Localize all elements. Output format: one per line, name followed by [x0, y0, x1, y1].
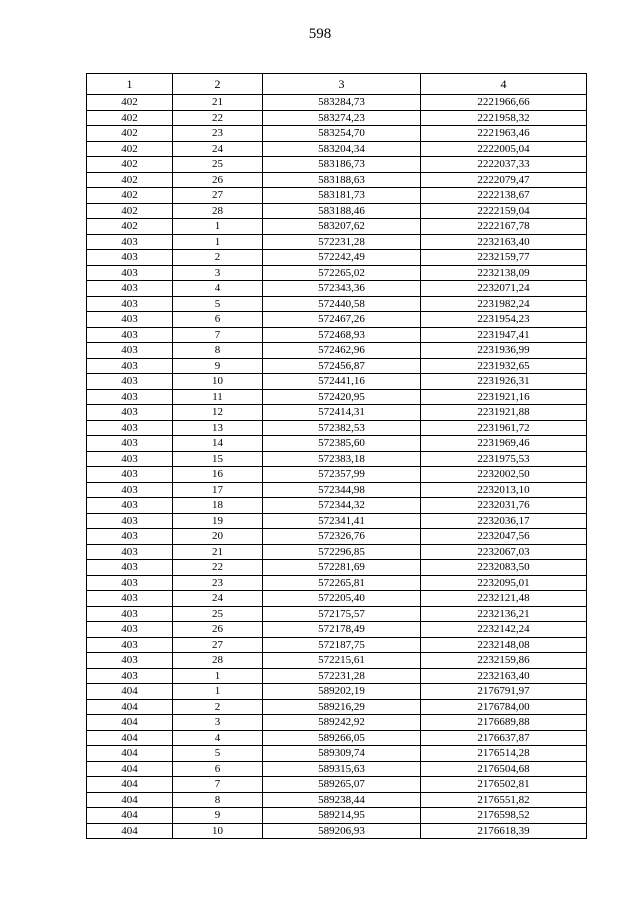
table-cell: 403 — [87, 234, 173, 250]
table-row — [87, 157, 587, 173]
table-cell: 2232163,40 — [421, 234, 587, 250]
table-row — [87, 513, 587, 529]
table-row — [87, 622, 587, 638]
table-row — [87, 746, 587, 762]
table-row — [87, 730, 587, 746]
table-cell: 402 — [87, 110, 173, 126]
table-cell: 572281,69 — [263, 560, 421, 576]
table-cell: 7 — [173, 777, 263, 793]
table-cell: 2231969,46 — [421, 436, 587, 452]
table-cell: 589309,74 — [263, 746, 421, 762]
table-cell: 2231975,53 — [421, 451, 587, 467]
table-cell: 403 — [87, 637, 173, 653]
table-cell: 572205,40 — [263, 591, 421, 607]
table-cell: 3 — [173, 265, 263, 281]
table-cell: 4 — [173, 281, 263, 297]
table-cell: 9 — [173, 808, 263, 824]
table-row — [87, 761, 587, 777]
table-row — [87, 792, 587, 808]
table-cell: 2231936,99 — [421, 343, 587, 359]
table-row — [87, 529, 587, 545]
table-cell: 403 — [87, 327, 173, 343]
table-cell: 2222037,33 — [421, 157, 587, 173]
table-cell: 403 — [87, 668, 173, 684]
table-cell: 589216,29 — [263, 699, 421, 715]
table-cell: 2232138,09 — [421, 265, 587, 281]
table-cell: 572265,81 — [263, 575, 421, 591]
table-row — [87, 436, 587, 452]
table-row — [87, 575, 587, 591]
table-cell: 2231947,41 — [421, 327, 587, 343]
table-cell: 2222159,04 — [421, 203, 587, 219]
table-cell: 2232002,50 — [421, 467, 587, 483]
table-row — [87, 684, 587, 700]
table-cell: 572344,32 — [263, 498, 421, 514]
table-cell: 9 — [173, 358, 263, 374]
table-cell: 403 — [87, 358, 173, 374]
table-cell: 12 — [173, 405, 263, 421]
table-cell: 5 — [173, 296, 263, 312]
table-cell: 20 — [173, 529, 263, 545]
table-cell: 2232148,08 — [421, 637, 587, 653]
table-cell: 572341,41 — [263, 513, 421, 529]
table-cell: 2232142,24 — [421, 622, 587, 638]
table-cell: 589315,63 — [263, 761, 421, 777]
table-cell: 1 — [173, 219, 263, 235]
table-cell: 403 — [87, 591, 173, 607]
table-cell: 8 — [173, 343, 263, 359]
table-cell: 2232159,77 — [421, 250, 587, 266]
table-cell: 2176598,52 — [421, 808, 587, 824]
table-cell: 583186,73 — [263, 157, 421, 173]
table-cell: 403 — [87, 420, 173, 436]
table-cell: 8 — [173, 792, 263, 808]
table-cell: 23 — [173, 575, 263, 591]
table-row — [87, 668, 587, 684]
table-cell: 589202,19 — [263, 684, 421, 700]
table-cell: 2231954,23 — [421, 312, 587, 328]
table-cell: 19 — [173, 513, 263, 529]
table-cell: 403 — [87, 250, 173, 266]
table-cell: 2232159,86 — [421, 653, 587, 669]
table-body — [87, 95, 587, 839]
table-cell: 6 — [173, 761, 263, 777]
table-cell: 404 — [87, 777, 173, 793]
table-cell: 1 — [173, 234, 263, 250]
table-cell: 28 — [173, 653, 263, 669]
table-cell: 2176514,28 — [421, 746, 587, 762]
table-cell: 402 — [87, 141, 173, 157]
table-cell: 572462,96 — [263, 343, 421, 359]
table-cell: 404 — [87, 746, 173, 762]
table-cell: 404 — [87, 761, 173, 777]
table-row — [87, 110, 587, 126]
table-row — [87, 777, 587, 793]
table-cell: 572265,02 — [263, 265, 421, 281]
table-cell: 2 — [173, 699, 263, 715]
table-cell: 2176504,68 — [421, 761, 587, 777]
table-cell: 572343,36 — [263, 281, 421, 297]
table-row — [87, 498, 587, 514]
table-cell: 15 — [173, 451, 263, 467]
table-cell: 2231982,24 — [421, 296, 587, 312]
table-row — [87, 482, 587, 498]
table-cell: 2232083,50 — [421, 560, 587, 576]
table-cell: 16 — [173, 467, 263, 483]
table-row — [87, 374, 587, 390]
table-cell: 4 — [173, 730, 263, 746]
table-cell: 2231932,65 — [421, 358, 587, 374]
table-cell: 583181,73 — [263, 188, 421, 204]
table-cell: 11 — [173, 389, 263, 405]
table-cell: 2231926,31 — [421, 374, 587, 390]
table-cell: 2232071,24 — [421, 281, 587, 297]
table-cell: 572456,87 — [263, 358, 421, 374]
table-cell: 404 — [87, 808, 173, 824]
table-cell: 402 — [87, 95, 173, 111]
table-cell: 572440,58 — [263, 296, 421, 312]
table-cell: 2232121,48 — [421, 591, 587, 607]
table-row — [87, 343, 587, 359]
table-cell: 572383,18 — [263, 451, 421, 467]
table-cell: 403 — [87, 513, 173, 529]
table-cell: 403 — [87, 606, 173, 622]
table-cell: 2231921,16 — [421, 389, 587, 405]
table-cell: 7 — [173, 327, 263, 343]
table-cell: 2222079,47 — [421, 172, 587, 188]
table-cell: 403 — [87, 312, 173, 328]
table-cell: 2232095,01 — [421, 575, 587, 591]
table-cell: 589242,92 — [263, 715, 421, 731]
table-row — [87, 126, 587, 142]
table-cell: 2232047,56 — [421, 529, 587, 545]
table-cell: 583207,62 — [263, 219, 421, 235]
table-cell: 572296,85 — [263, 544, 421, 560]
table-cell: 2 — [173, 250, 263, 266]
table-cell: 402 — [87, 126, 173, 142]
table-cell: 403 — [87, 343, 173, 359]
table-cell: 583254,70 — [263, 126, 421, 142]
table-cell: 403 — [87, 265, 173, 281]
table-cell: 2176689,88 — [421, 715, 587, 731]
table-cell: 27 — [173, 188, 263, 204]
table-cell: 2176791,97 — [421, 684, 587, 700]
table-cell: 403 — [87, 405, 173, 421]
page-number: 598 — [308, 26, 332, 42]
table-row — [87, 188, 587, 204]
table-cell: 403 — [87, 575, 173, 591]
table-cell: 10 — [173, 823, 263, 839]
table-cell: 404 — [87, 730, 173, 746]
table-cell: 403 — [87, 498, 173, 514]
table-cell: 3 — [173, 715, 263, 731]
table-cell: 26 — [173, 622, 263, 638]
table-row — [87, 312, 587, 328]
table-cell: 403 — [87, 389, 173, 405]
table-cell: 572344,98 — [263, 482, 421, 498]
table-row — [87, 606, 587, 622]
table-cell: 22 — [173, 110, 263, 126]
table-row — [87, 172, 587, 188]
table-cell: 2221963,46 — [421, 126, 587, 142]
table-cell: 2221958,32 — [421, 110, 587, 126]
table-row — [87, 250, 587, 266]
table-cell: 572326,76 — [263, 529, 421, 545]
table-cell: 572175,57 — [263, 606, 421, 622]
table-cell: 5 — [173, 746, 263, 762]
table-row — [87, 296, 587, 312]
table-cell: 583204,34 — [263, 141, 421, 157]
table-cell: 572414,31 — [263, 405, 421, 421]
coordinates-table — [86, 73, 587, 839]
table-cell: 403 — [87, 374, 173, 390]
table-row — [87, 560, 587, 576]
table-row — [87, 265, 587, 281]
table-row — [87, 823, 587, 839]
table-cell: 572382,53 — [263, 420, 421, 436]
table-row — [87, 281, 587, 297]
table-cell: 2176502,81 — [421, 777, 587, 793]
table-cell: 2232067,03 — [421, 544, 587, 560]
column-header: 2 — [173, 74, 263, 95]
table-cell: 2176784,00 — [421, 699, 587, 715]
table-row — [87, 405, 587, 421]
table-cell: 403 — [87, 560, 173, 576]
table-cell: 583274,23 — [263, 110, 421, 126]
table-cell: 21 — [173, 544, 263, 560]
table-cell: 403 — [87, 482, 173, 498]
table-cell: 402 — [87, 188, 173, 204]
table-cell: 404 — [87, 792, 173, 808]
column-header: 3 — [263, 74, 421, 95]
table-cell: 589238,44 — [263, 792, 421, 808]
table-cell: 572420,95 — [263, 389, 421, 405]
table-cell: 403 — [87, 467, 173, 483]
table-cell: 403 — [87, 622, 173, 638]
table-cell: 10 — [173, 374, 263, 390]
table-cell: 2176618,39 — [421, 823, 587, 839]
table-cell: 583188,63 — [263, 172, 421, 188]
table-cell: 21 — [173, 95, 263, 111]
table-row — [87, 451, 587, 467]
table-cell: 6 — [173, 312, 263, 328]
table-cell: 2222167,78 — [421, 219, 587, 235]
table-cell: 2231921,88 — [421, 405, 587, 421]
table-cell: 403 — [87, 544, 173, 560]
table-cell: 24 — [173, 591, 263, 607]
table-cell: 2221966,66 — [421, 95, 587, 111]
table-row — [87, 327, 587, 343]
table-cell: 572242,49 — [263, 250, 421, 266]
table-cell: 402 — [87, 157, 173, 173]
table-row — [87, 715, 587, 731]
table-cell: 402 — [87, 219, 173, 235]
table-row — [87, 544, 587, 560]
table-cell: 583284,73 — [263, 95, 421, 111]
table-cell: 22 — [173, 560, 263, 576]
table-row — [87, 591, 587, 607]
table-cell: 572467,26 — [263, 312, 421, 328]
table-cell: 572441,16 — [263, 374, 421, 390]
column-header: 1 — [87, 74, 173, 95]
table-cell: 404 — [87, 823, 173, 839]
table-cell: 24 — [173, 141, 263, 157]
table-row — [87, 234, 587, 250]
table-row — [87, 420, 587, 436]
table-row — [87, 203, 587, 219]
table-cell: 403 — [87, 281, 173, 297]
table-cell: 13 — [173, 420, 263, 436]
table-cell: 18 — [173, 498, 263, 514]
table-cell: 403 — [87, 436, 173, 452]
table-cell: 402 — [87, 172, 173, 188]
table-cell: 2232013,10 — [421, 482, 587, 498]
table-cell: 27 — [173, 637, 263, 653]
table-row — [87, 637, 587, 653]
table-cell: 2232136,21 — [421, 606, 587, 622]
table-cell: 403 — [87, 296, 173, 312]
table-row — [87, 808, 587, 824]
table-row — [87, 141, 587, 157]
table-cell: 589214,95 — [263, 808, 421, 824]
table-cell: 572385,60 — [263, 436, 421, 452]
table-cell: 402 — [87, 203, 173, 219]
table-cell: 404 — [87, 684, 173, 700]
table-cell: 572178,49 — [263, 622, 421, 638]
table-cell: 403 — [87, 529, 173, 545]
table-cell: 2232031,76 — [421, 498, 587, 514]
table-row — [87, 653, 587, 669]
table-cell: 403 — [87, 653, 173, 669]
table-cell: 572468,93 — [263, 327, 421, 343]
table-cell: 14 — [173, 436, 263, 452]
table-cell: 2232163,40 — [421, 668, 587, 684]
table-cell: 572215,61 — [263, 653, 421, 669]
table-cell: 28 — [173, 203, 263, 219]
table-cell: 589206,93 — [263, 823, 421, 839]
table-cell: 572231,28 — [263, 234, 421, 250]
table-cell: 589266,05 — [263, 730, 421, 746]
table-cell: 572187,75 — [263, 637, 421, 653]
table-cell: 1 — [173, 684, 263, 700]
table-cell: 1 — [173, 668, 263, 684]
table-cell: 404 — [87, 699, 173, 715]
table-row — [87, 389, 587, 405]
table-row — [87, 219, 587, 235]
table-cell: 26 — [173, 172, 263, 188]
table-row — [87, 358, 587, 374]
table-cell: 23 — [173, 126, 263, 142]
column-header: 4 — [421, 74, 587, 95]
table-cell: 2231961,72 — [421, 420, 587, 436]
table-cell: 403 — [87, 451, 173, 467]
table-row — [87, 699, 587, 715]
table-cell: 2176637,87 — [421, 730, 587, 746]
table-cell: 404 — [87, 715, 173, 731]
table-cell: 572357,99 — [263, 467, 421, 483]
table-row — [87, 467, 587, 483]
table-cell: 572231,28 — [263, 668, 421, 684]
table-cell: 25 — [173, 157, 263, 173]
table-cell: 2222138,67 — [421, 188, 587, 204]
table-row — [87, 95, 587, 111]
table-cell: 17 — [173, 482, 263, 498]
table-cell: 2222005,04 — [421, 141, 587, 157]
table-cell: 2176551,82 — [421, 792, 587, 808]
table-header-row — [87, 74, 587, 95]
table-cell: 25 — [173, 606, 263, 622]
table-cell: 2232036,17 — [421, 513, 587, 529]
table-cell: 589265,07 — [263, 777, 421, 793]
table-cell: 583188,46 — [263, 203, 421, 219]
